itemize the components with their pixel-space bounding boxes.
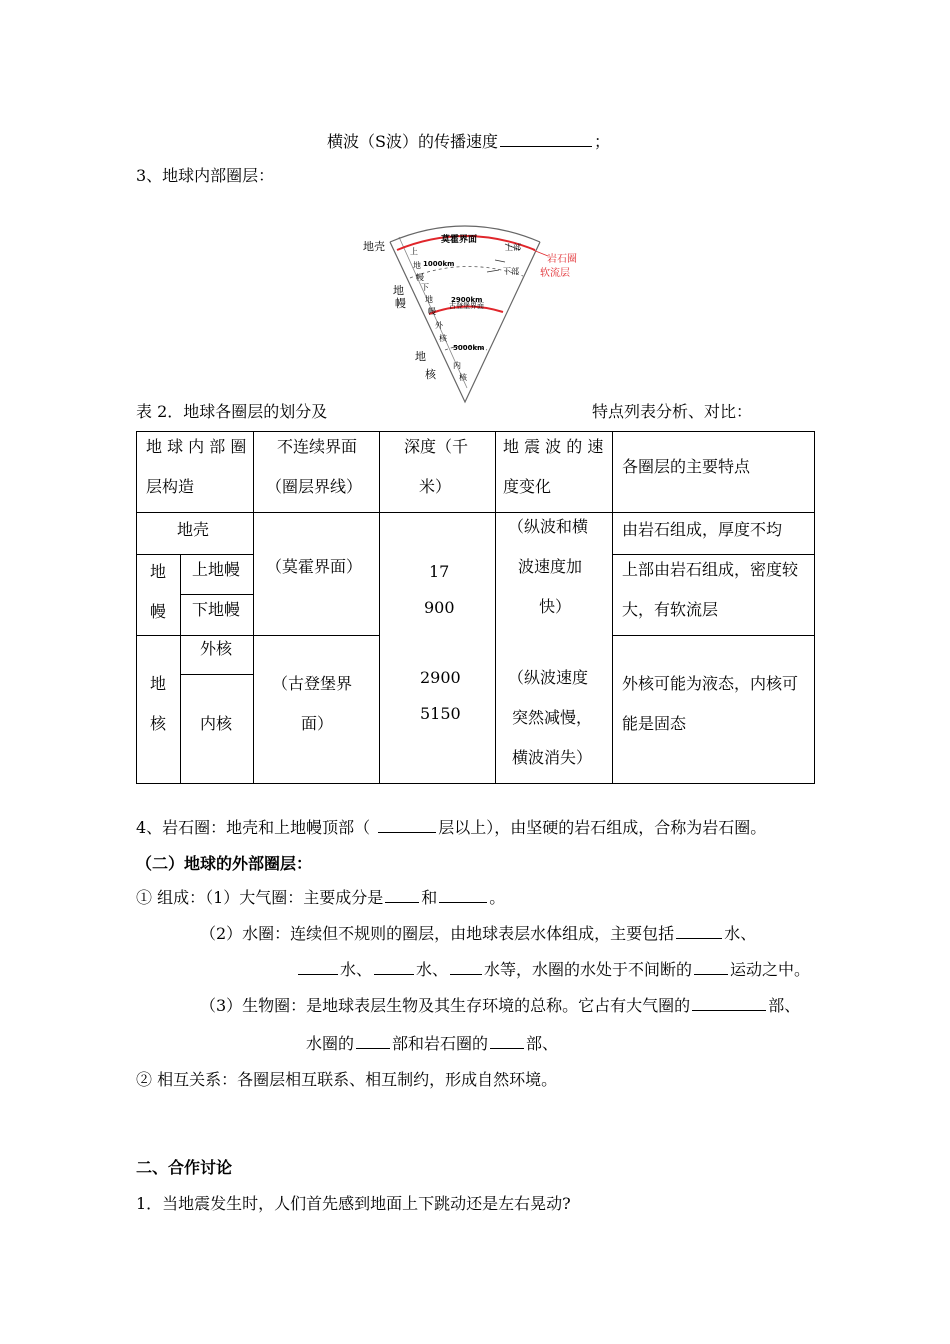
- heading-interior-layers: 3、地球内部圈层：: [136, 166, 275, 185]
- table-cell: [136, 635, 181, 784]
- answer-blank[interactable]: [439, 901, 487, 903]
- cell-inner-core: 内核: [200, 714, 233, 733]
- cell-gutenberg-a: （古登堡界: [272, 674, 353, 693]
- cell-depth-900: 900: [424, 598, 455, 617]
- table-cell: [253, 635, 380, 784]
- label-gutenberg: 古登堡界面: [449, 302, 484, 310]
- cell-wave2-b: 突然减慢，: [512, 708, 593, 727]
- label-mantle-2: 幔: [395, 297, 406, 310]
- answer-blank[interactable]: [385, 901, 419, 903]
- cell-outer-core: 外核: [200, 639, 233, 658]
- answer-blank[interactable]: [676, 937, 722, 939]
- cell-depth-5150: 5150: [420, 704, 461, 723]
- s-wave-line: 横波（S波）的传播速度 ；: [327, 132, 610, 151]
- answer-blank[interactable]: [378, 831, 436, 833]
- label-lithosphere: 岩石圈: [547, 254, 577, 265]
- label-lower-mantle-2: 幔: [428, 307, 436, 316]
- cell-wave2-c: 横波消失）: [512, 748, 593, 767]
- cell-mantle-a: 地: [150, 562, 167, 581]
- cell-feature-core-a: 外核可能为液态，内核可: [622, 674, 799, 693]
- section-discussion: 二、合作讨论: [136, 1158, 233, 1177]
- label-outer-core-1: 核: [439, 334, 447, 343]
- header-structure-a: 地 球 内 部 圈: [146, 437, 247, 456]
- label-mantle-1: 地: [393, 284, 404, 297]
- header-depth-b: 米）: [419, 477, 452, 496]
- cell-feature-core-b: 能是固态: [622, 714, 687, 733]
- cell-depth-17: 17: [429, 562, 450, 581]
- cell-crust: 地壳: [177, 520, 210, 539]
- cell-feature-mantle-b: 大，有软流层: [622, 600, 719, 619]
- question-1: 1．当地震发生时，人们首先感到地面上下跳动还是左右晃动?: [136, 1194, 571, 1213]
- label-lower-mantle-1: 地: [425, 295, 433, 304]
- label-inner-core-1: 核: [459, 373, 467, 382]
- composition-line-1: ① 组成：（1）大气圈：主要成分是 和 。: [136, 888, 506, 907]
- composition-line-5: 水圈的 部和岩石圈的 部、: [306, 1034, 559, 1053]
- cell-depth-2900: 2900: [420, 668, 461, 687]
- cell-upper-mantle: 上地幔: [192, 560, 241, 579]
- composition-line-3: 水、 水、 水等，水圈的水处于不间断的 运动之中。: [296, 957, 810, 980]
- layers-table: [136, 431, 815, 784]
- composition-line-2: （2）水圈：连续但不规则的圈层，由地球表层水体组成，主要包括 水、: [200, 924, 757, 943]
- label-lower-part: 下部: [503, 267, 519, 276]
- answer-blank[interactable]: [500, 145, 592, 147]
- label-depth-2900: 2900km: [451, 296, 483, 304]
- header-depth-a: 深度（千: [404, 437, 469, 456]
- cell-gutenberg-b: 面）: [301, 714, 334, 733]
- table-cell: [379, 512, 496, 784]
- subheading-outer-layers: （二）地球的外部圈层：: [136, 854, 313, 873]
- cell-wave1-c: 快）: [539, 597, 572, 616]
- label-upper-mantle-0: 上: [410, 247, 418, 256]
- cell-wave1-a: （纵波和横: [508, 517, 589, 536]
- answer-blank[interactable]: [298, 973, 338, 975]
- earth-layers-diagram: [355, 210, 595, 410]
- answer-blank[interactable]: [450, 973, 482, 975]
- label-depth-5000: 5000km: [453, 344, 485, 352]
- header-wave-a: 地 震 波 的 速: [503, 437, 604, 456]
- answer-blank[interactable]: [374, 973, 414, 975]
- table-caption-right: 特点列表分析、对比：: [592, 402, 753, 421]
- label-inner-core-0: 内: [453, 361, 461, 370]
- table-cell: [612, 635, 815, 784]
- label-depth-1000: 1000km: [423, 260, 455, 268]
- header-wave-b: 度变化: [503, 477, 552, 496]
- composition-line-4: （3）生物圈：是地球表层生物及其生存环境的总称。它占有大气圈的 部、: [200, 996, 801, 1015]
- header-features: 各圈层的主要特点: [622, 457, 751, 476]
- cell-feature-crust: 由岩石组成，厚度不均: [622, 520, 783, 539]
- answer-blank[interactable]: [694, 973, 728, 975]
- cell-feature-mantle-a: 上部由岩石组成，密度较: [622, 560, 799, 579]
- label-upper-mantle-2: 幔: [416, 273, 424, 282]
- label-outer-core-0: 外: [435, 321, 443, 330]
- label-upper-mantle-1: 地: [413, 261, 421, 270]
- relationship-line: ② 相互关系：各圈层相互联系、相互制约，形成自然环境。: [136, 1070, 558, 1089]
- cell-core-b: 核: [150, 714, 167, 733]
- label-upper-part: 上部: [505, 243, 521, 252]
- table-caption-left: 表 2．地球各圈层的划分及: [136, 402, 328, 421]
- label-moho: 莫霍界面: [441, 235, 478, 245]
- answer-blank[interactable]: [490, 1047, 524, 1049]
- label-crust: 地壳: [363, 240, 385, 253]
- cell-core-a: 地: [150, 674, 167, 693]
- label-asthenosphere: 软流层: [540, 268, 570, 279]
- label-core-1: 地: [415, 350, 426, 363]
- answer-blank[interactable]: [692, 1009, 766, 1011]
- table-cell: [495, 512, 613, 784]
- cell-mantle-b: 幔: [150, 602, 167, 621]
- header-structure-b: 层构造: [146, 477, 195, 496]
- lithosphere-paragraph: 4、岩石圈：地壳和上地幔顶部（ 层以上），由坚硬的岩石组成，合称为岩石圈。: [136, 818, 767, 837]
- cell-wave2-a: （纵波速度: [508, 668, 589, 687]
- cell-wave1-b: 波速度加: [518, 557, 583, 576]
- answer-blank[interactable]: [356, 1047, 390, 1049]
- earth-wedge-figure: [355, 210, 595, 410]
- label-lower-mantle-0: 下: [421, 283, 429, 292]
- header-boundary-b: （圈层界线）: [266, 477, 363, 496]
- cell-lower-mantle: 下地幔: [192, 600, 241, 619]
- label-core-2: 核: [425, 368, 436, 381]
- cell-moho: （莫霍界面）: [266, 557, 363, 576]
- header-boundary-a: 不连续界面: [277, 437, 358, 456]
